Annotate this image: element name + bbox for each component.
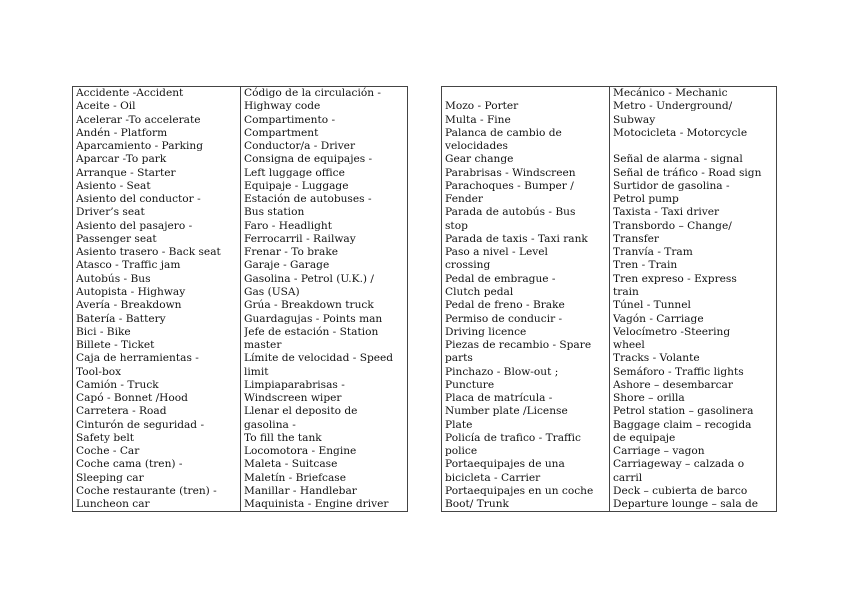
vocabulary-entry-line: Velocímetro -Steering [613, 325, 731, 338]
vocabulary-entry-line: Mozo - Porter [445, 100, 519, 113]
vocabulary-entry-line: Arranque - Starter [76, 166, 176, 179]
table-column [609, 87, 776, 511]
vocabulary-entry-line: Camión - Truck [76, 378, 159, 391]
vocabulary-entry-line: Avería - Breakdown [76, 299, 182, 312]
vocabulary-entry-line: To fill the tank [244, 431, 322, 444]
vocabulary-entry-line: Accidente -Accident [76, 87, 184, 99]
vocabulary-entry-line: Jefe de estación - Station [244, 325, 379, 338]
vocabulary-entry-line: Compartimento - [244, 113, 336, 126]
vocabulary-entry-line: Señal de alarma - signal [613, 153, 743, 166]
table-column [442, 87, 609, 511]
vocabulary-entry-line: parts [445, 352, 473, 365]
vocabulary-entry-line: Límite de velocidad - Speed [244, 352, 394, 365]
vocabulary-entry-line: Departure lounge – sala de [613, 498, 759, 511]
vocabulary-entry-line: Plate [445, 418, 473, 431]
vocabulary-entry-line: Clutch pedal [445, 285, 514, 298]
vocabulary-entry-line: Aceite - Oil [76, 100, 136, 113]
vocabulary-entry-line: Coche - Car [76, 445, 140, 458]
vocabulary-entry-line: Taxista - Taxi driver [613, 206, 720, 219]
vocabulary-entry-line: Tool-box [76, 365, 122, 378]
vocabulary-entry-line: stop [445, 219, 468, 232]
vocabulary-entry-line: Vagón - Carriage [613, 312, 704, 325]
vocabulary-entry-line: Fender [445, 193, 483, 206]
vocabulary-entry-line: Safety belt [76, 431, 135, 444]
vocabulary-entry-line: Semáforo - Traffic lights [613, 365, 744, 378]
vocabulary-entry-line: Transfer [613, 232, 659, 245]
vocabulary-entry-line: Portaequipajes en un coche [445, 484, 594, 497]
vocabulary-entry-line: Aparcar -To park [76, 153, 167, 166]
vocabulary-entry-line: Ferrocarril - Railway [244, 232, 356, 245]
vocabulary-entry-line: Atasco - Traffic jam [76, 259, 181, 272]
vocabulary-entry-line: Conductor/a - Driver [244, 140, 356, 153]
vocabulary-table-right [441, 86, 777, 512]
vocabulary-entry-line: Capó - Bonnet /Hood [76, 392, 188, 405]
vocabulary-entry-line: Driver’s seat [76, 206, 145, 219]
vocabulary-table-left [72, 86, 408, 512]
vocabulary-entry-line: Asiento del pasajero - [76, 219, 193, 232]
vocabulary-entry-line: Coche cama (tren) - [76, 458, 183, 471]
vocabulary-entry-line [445, 87, 606, 100]
vocabulary-entry-line: Asiento - Seat [76, 179, 151, 192]
vocabulary-entry-line: carril [613, 471, 643, 484]
vocabulary-entry-line: velocidades [445, 140, 508, 153]
vocabulary-entry-line: Highway code [244, 100, 321, 113]
vocabulary-entry-line: Surtidor de gasolina - [613, 179, 730, 192]
vocabulary-entry-line: Deck – cubierta de barco [613, 484, 748, 497]
vocabulary-entry-line: Piezas de recambio - Spare [445, 339, 592, 352]
vocabulary-entry-line: Tren - Train [613, 259, 678, 272]
vocabulary-entry-line: Maquinista - Engine driver [244, 498, 389, 511]
vocabulary-entry-line: Coche restaurante (tren) - [76, 484, 217, 497]
vocabulary-entry-line: Locomotora - Engine [244, 445, 357, 458]
vocabulary-entry-line: Guardagujas - Points man [244, 312, 383, 325]
vocabulary-entry-line: Andén - Platform [76, 126, 168, 139]
vocabulary-entry-line: Caja de herramientas - [76, 352, 199, 365]
vocabulary-entry-line: Puncture [445, 378, 495, 391]
vocabulary-entry-line: Faro - Headlight [244, 219, 332, 232]
vocabulary-entry-line: Pedal de freno - Brake [445, 299, 565, 312]
vocabulary-entry-line: Permiso de conducir - [445, 312, 563, 325]
table-column [73, 87, 240, 511]
vocabulary-entry-line: Tracks - Volante [613, 352, 700, 365]
vocabulary-entry-line: de equipaje [613, 431, 676, 444]
vocabulary-entry-line: Compartment [244, 126, 319, 139]
vocabulary-entry-line: Túnel - Tunnel [613, 299, 691, 312]
vocabulary-entry-line: Left luggage office [244, 166, 345, 179]
vocabulary-entry-line: Llenar el deposito de [244, 405, 358, 418]
vocabulary-entry-line: Parabrisas - Windscreen [445, 166, 576, 179]
vocabulary-entry-line: crossing [445, 259, 491, 272]
vocabulary-entry-line: Asiento trasero - Back seat [76, 246, 221, 259]
vocabulary-entry-line: bicicleta - Carrier [445, 471, 541, 484]
vocabulary-entry-line: Placa de matrícula - [445, 392, 553, 405]
table-column [240, 87, 407, 511]
vocabulary-entry-line: Autobús - Bus [76, 272, 151, 285]
vocabulary-entry-line: Driving licence [445, 325, 527, 338]
vocabulary-entry-line: Grúa - Breakdown truck [244, 299, 374, 312]
vocabulary-entry-line: Billete - Ticket [76, 339, 155, 352]
vocabulary-entry-line: master [244, 339, 282, 352]
vocabulary-entry-line: Gas (USA) [244, 285, 300, 298]
vocabulary-entry-line: Pinchazo - Blow-out ; [445, 365, 559, 378]
vocabulary-entry-line: Bici - Bike [76, 325, 131, 338]
vocabulary-entry-line: Policía de trafico - Traffic [445, 431, 581, 444]
vocabulary-entry-line: Cinturón de seguridad - [76, 418, 205, 431]
vocabulary-entry-line: Multa - Fine [445, 113, 511, 126]
vocabulary-entry-line: Frenar - To brake [244, 246, 339, 259]
vocabulary-entry-line: wheel [613, 339, 645, 352]
vocabulary-entry-line: train [613, 285, 639, 298]
vocabulary-entry-line: Gear change [445, 153, 514, 166]
vocabulary-entry-line: Pedal de embrague - [445, 272, 556, 285]
vocabulary-entry-line: Subway [613, 113, 656, 126]
vocabulary-entry-line: Equipaje - Luggage [244, 179, 349, 192]
vocabulary-entry-line [613, 140, 773, 153]
vocabulary-entry-line: Parachoques - Bumper / [445, 179, 574, 192]
vocabulary-entry-line: Señal de tráfico - Road sign [613, 166, 762, 179]
vocabulary-entry-line: Carretera - Road [76, 405, 167, 418]
vocabulary-entry-line: gasolina - [244, 418, 296, 431]
vocabulary-entry-line: Petrol station – gasolinera [613, 405, 754, 418]
vocabulary-entry-line: Passenger seat [76, 232, 157, 245]
vocabulary-entry-line: Windscreen wiper [244, 392, 342, 405]
vocabulary-entry-line: Código de la circulación - [244, 87, 381, 99]
vocabulary-entry-line: limit [244, 365, 269, 378]
vocabulary-entry-line: Gasolina - Petrol (U.K.) / [244, 272, 375, 285]
vocabulary-entry-line: Transbordo – Change/ [613, 219, 732, 232]
vocabulary-entry-line: Maletín - Briefcase [244, 471, 346, 484]
vocabulary-entry-line: Asiento del conductor - [76, 193, 201, 206]
vocabulary-entry-line: Parada de autobús - Bus [445, 206, 576, 219]
vocabulary-entry-line: Shore – orilla [613, 392, 685, 405]
vocabulary-entry-line: Portaequipajes de una [445, 458, 565, 471]
vocabulary-entry-line: Tren expreso - Express [613, 272, 737, 285]
vocabulary-entry-line: Sleeping car [76, 471, 144, 484]
vocabulary-entry-line: Batería - Battery [76, 312, 166, 325]
vocabulary-entry-line: Luncheon car [76, 498, 150, 511]
vocabulary-entry-line: Palanca de cambio de [445, 126, 562, 139]
vocabulary-entry-line: Petrol pump [613, 193, 679, 206]
vocabulary-entry-line: Ashore – desembarcar [613, 378, 733, 391]
vocabulary-entry-line: police [445, 445, 478, 458]
vocabulary-entry-line: Consigna de equipajes - [244, 153, 373, 166]
vocabulary-entry-line: Paso a nivel - Level [445, 246, 548, 259]
vocabulary-entry-line: Garaje - Garage [244, 259, 330, 272]
vocabulary-entry-line: Estación de autobuses - [244, 193, 372, 206]
vocabulary-entry-line: Bus station [244, 206, 305, 219]
vocabulary-entry-line: Maleta - Suitcase [244, 458, 338, 471]
vocabulary-entry-line: Number plate /License [445, 405, 568, 418]
vocabulary-entry-line: Manillar - Handlebar [244, 484, 357, 497]
vocabulary-entry-line: Carriageway – calzada o [613, 458, 745, 471]
vocabulary-entry-line: Parada de taxis - Taxi rank [445, 232, 588, 245]
vocabulary-entry-line: Motocicleta - Motorcycle [613, 126, 748, 139]
vocabulary-entry-line: Boot/ Trunk [445, 498, 509, 511]
vocabulary-entry-line: Limpiaparabrisas - [244, 378, 345, 391]
vocabulary-entry-line: Tranvía - Tram [613, 246, 693, 259]
vocabulary-entry-line: Autopista - Highway [76, 285, 186, 298]
vocabulary-entry-line: Acelerar -To accelerate [76, 113, 201, 126]
vocabulary-entry-line: Metro - Underground/ [613, 100, 733, 113]
vocabulary-entry-line: Baggage claim – recogida [613, 418, 752, 431]
vocabulary-entry-line: Mecánico - Mechanic [613, 87, 728, 99]
vocabulary-entry-line: Carriage – vagon [613, 445, 705, 458]
vocabulary-entry-line: Aparcamiento - Parking [76, 140, 203, 153]
